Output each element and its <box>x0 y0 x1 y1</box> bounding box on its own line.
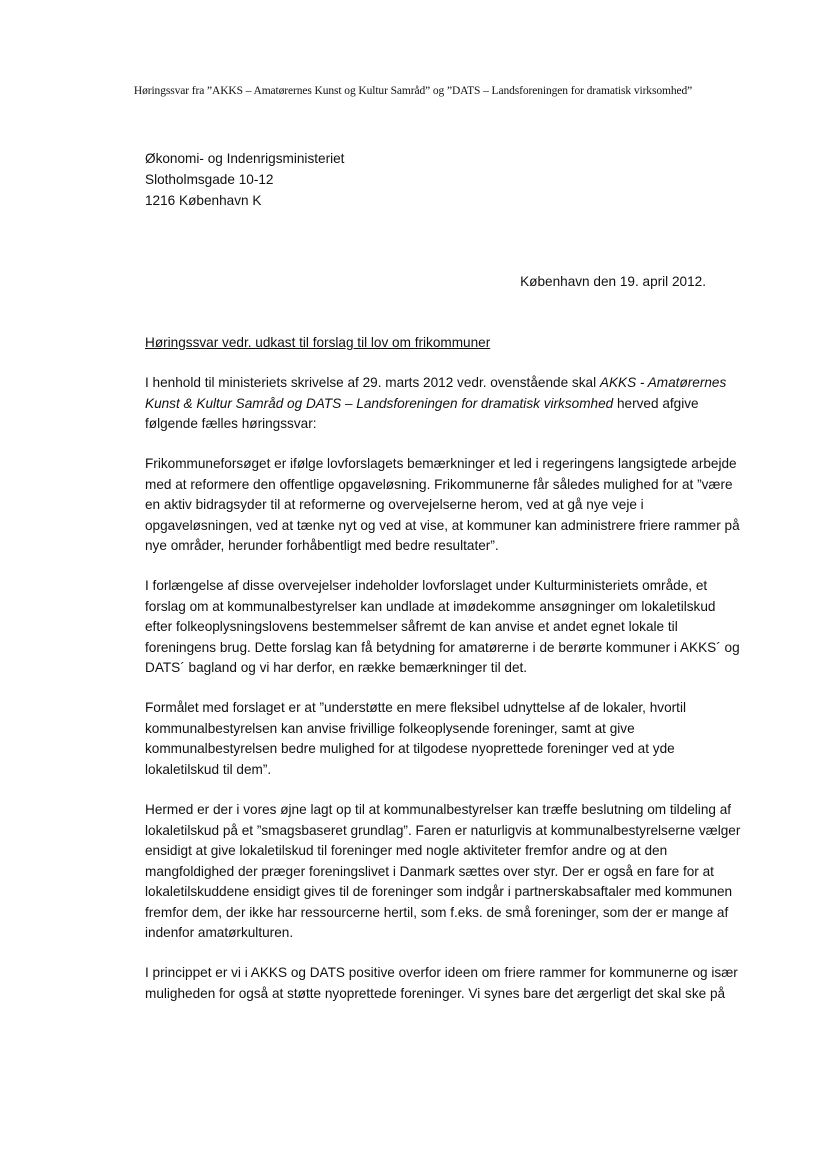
text-span: I henhold til ministeriets skrivelse af 29. marts 2012 vedr. ovenstående skal <box>145 375 600 390</box>
paragraph-line: følgende fælles høringssvar: <box>145 416 317 431</box>
paragraph-line: Frikommuneforsøget er ifølge lovforslagets bemærkninger et led i regeringens langsigtede arbejde <box>145 456 737 471</box>
paragraph-line: foreningens brug. Dette forslag kan få betydning for amatørerne i de berørte kommuner i AKKS´ og <box>145 639 740 655</box>
paragraph-line: Hermed er der i vores øjne lagt op til at kommunalbestyrelser kan træffe beslutning om tildeling af <box>145 802 732 817</box>
paragraph-line: kommunalbestyrelsen bedre mulighed for at tilgodese nyoprettede foreninger ved at yde <box>145 741 675 756</box>
recipient-line-1: Økonomi- og Indenrigsministeriet <box>145 151 345 166</box>
organization-name-italic: AKKS - Amatørernes <box>599 375 727 390</box>
document-header-title: Høringssvar fra ”AKKS – Amatørernes Kunst og Kultur Samråd” og ”DATS – Landsforeningen for dramatisk virksomhed” <box>133 85 693 97</box>
letter-date: København den 19. april 2012. <box>520 274 706 289</box>
recipient-line-3: 1216 København K <box>145 193 262 208</box>
paragraph-line: Formålet med forslaget er at ”understøtte en mere fleksibel udnyttelse af de lokaler, hvortil <box>145 700 686 715</box>
paragraph-line: indenfor amatørkulturen. <box>145 925 294 940</box>
paragraph-line: I princippet er vi i AKKS og DATS positive overfor ideen om friere rammer for kommunerne og især <box>145 965 738 980</box>
paragraph-formaal <box>145 698 735 780</box>
paragraph-line: en aktiv bidragsyder til at reformerne og overvejelserne herom, ved at gå nye veje i <box>145 497 644 512</box>
recipient-line-2: Slotholmsgade 10-12 <box>145 172 274 187</box>
paragraph-princippet <box>145 963 738 1004</box>
paragraph-line: muligheden for også at støtte nyoprettede foreninger. Vi synes bare det ærgerligt det skal ske på <box>145 985 726 1001</box>
paragraph-line: kommunalbestyrelsen kan anvise frivillige folkeoplysende foreninger, samt at give <box>145 720 635 736</box>
paragraph-line: opgaveløsningen, ved at tænke nyt og ved at vise, at kommuner kan administrere friere rammer på <box>145 517 740 533</box>
paragraph-line <box>145 394 735 415</box>
subject-line: Høringssvar vedr. udkast til forslag til lov om frikommuner <box>145 335 491 350</box>
paragraph-line: I forlængelse af disse overvejelser indeholder lovforslaget under Kulturministeriets område, et <box>145 578 708 593</box>
paragraph-line <box>145 373 735 394</box>
paragraph-line: med at reformere den offentlige opgaveløsning. Frikommunerne får således mulighed for at ”være <box>145 476 733 492</box>
paragraph-line: lokaletilskud til dem”. <box>145 761 272 777</box>
paragraph-line: efter folkeoplysningslovens bestemmelser såfremt de kan anvise et andet egnet lokale til <box>145 619 678 634</box>
paragraph-frikommune <box>145 454 740 557</box>
recipient-address <box>145 149 735 212</box>
paragraph-line: DATS´ bagland og vi har derfor, en række bemærkninger til det. <box>145 660 528 675</box>
paragraph-line: lokaletilskud på et ”smagsbaseret grundlag”. Faren er naturligvis at kommunalbestyrelserne vælger <box>145 822 741 838</box>
paragraph-line: nye områder, herunder forhåbentligt med bedre resultater”. <box>145 538 499 553</box>
paragraph-line: ensidigt at give lokaletilskud til foreninger med nogle aktiviteter fremfor andre og at den <box>145 843 668 858</box>
paragraph-line: lokaletilskuddene ensidigt gives til de foreninger som indgår i partnerskabsaftaler med kommunen <box>145 884 733 899</box>
paragraph-forlaengelse <box>145 576 740 679</box>
paragraph-hermed <box>145 800 741 944</box>
paragraph-line: mangfoldighed der præger foreningslivet i Danmark sættes over styr. Der er også en fare for at <box>145 863 714 879</box>
text-span: herved afgive <box>613 395 699 411</box>
organization-name-italic: Kunst & Kultur Samråd og DATS – Landsforeningen for dramatisk virksomhed <box>145 395 614 411</box>
paragraph-intro <box>145 373 735 435</box>
paragraph-line: forslag om at kommunalbestyrelser kan undlade at imødekomme ansøgninger om lokaletilskud <box>145 598 716 614</box>
paragraph-line: fremfor dem, der ikke har ressourcerne hertil, som f.eks. de små foreninger, som der er mange af <box>145 904 729 920</box>
